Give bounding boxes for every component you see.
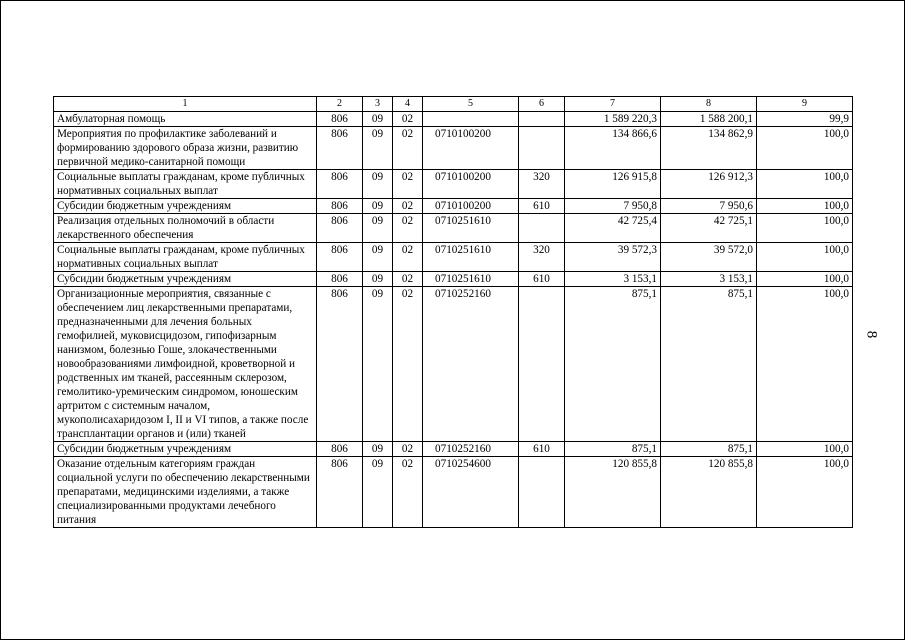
subsection-code: 02 — [393, 457, 423, 528]
target-article-code: 0710251610 — [423, 214, 519, 243]
section-code: 09 — [363, 112, 393, 127]
subsection-code: 02 — [393, 170, 423, 199]
planned-amount: 875,1 — [565, 442, 661, 457]
item-name: Амбулаторная помощь — [54, 112, 317, 127]
planned-amount: 3 153,1 — [565, 272, 661, 287]
ministry-code: 806 — [317, 457, 363, 528]
section-code: 09 — [363, 199, 393, 214]
ministry-code: 806 — [317, 442, 363, 457]
executed-amount: 3 153,1 — [661, 272, 757, 287]
target-article-code: 0710252160 — [423, 287, 519, 442]
item-name: Организационные мероприятия, связанные с обеспечением лиц лекарственными препаратами, предназначенными для лечения больных гемофилией, муковисцидозом, гипофизарным нанизмом, болезнью Гоше, злокачественными новообразованиями лимфоидной, кроветворной и родственных им тканей, рассеянным склерозом, гемолитико-уремическим синдромом, юношеским артритом с системным началом, мукополисахаридозом I, II и VI типов, а также после трансплантации органов и (или) тканей — [54, 287, 317, 442]
planned-amount: 42 725,4 — [565, 214, 661, 243]
item-name: Социальные выплаты гражданам, кроме публичных нормативных социальных выплат — [54, 170, 317, 199]
planned-amount: 1 589 220,3 — [565, 112, 661, 127]
ministry-code: 806 — [317, 112, 363, 127]
item-name: Субсидии бюджетным учреждениям — [54, 442, 317, 457]
ministry-code: 806 — [317, 199, 363, 214]
expense-type-code — [519, 214, 565, 243]
column-number: 8 — [661, 97, 757, 112]
execution-percent: 99,9 — [757, 112, 853, 127]
subsection-code: 02 — [393, 243, 423, 272]
table-row — [54, 199, 853, 214]
section-code: 09 — [363, 127, 393, 170]
target-article-code: 0710100200 — [423, 127, 519, 170]
column-number: 2 — [317, 97, 363, 112]
target-article-code: 0710100200 — [423, 170, 519, 199]
execution-percent: 100,0 — [757, 442, 853, 457]
ministry-code: 806 — [317, 127, 363, 170]
target-article-code — [423, 112, 519, 127]
item-name: Субсидии бюджетным учреждениям — [54, 272, 317, 287]
target-article-code: 0710100200 — [423, 199, 519, 214]
executed-amount: 7 950,6 — [661, 199, 757, 214]
section-code: 09 — [363, 442, 393, 457]
execution-percent: 100,0 — [757, 243, 853, 272]
table-row — [54, 287, 853, 442]
subsection-code: 02 — [393, 272, 423, 287]
expense-type-code: 320 — [519, 243, 565, 272]
subsection-code: 02 — [393, 214, 423, 243]
execution-percent: 100,0 — [757, 272, 853, 287]
expense-type-code — [519, 457, 565, 528]
ministry-code: 806 — [317, 272, 363, 287]
execution-percent: 100,0 — [757, 127, 853, 170]
planned-amount: 126 915,8 — [565, 170, 661, 199]
table-row — [54, 170, 853, 199]
execution-percent: 100,0 — [757, 214, 853, 243]
table-row — [54, 127, 853, 170]
item-name: Реализация отдельных полномочий в области лекарственного обеспечения — [54, 214, 317, 243]
target-article-code: 0710252160 — [423, 442, 519, 457]
page-number: 8 — [863, 330, 880, 339]
planned-amount: 120 855,8 — [565, 457, 661, 528]
expense-type-code — [519, 287, 565, 442]
column-number: 3 — [363, 97, 393, 112]
execution-percent: 100,0 — [757, 287, 853, 442]
column-number: 9 — [757, 97, 853, 112]
execution-percent: 100,0 — [757, 457, 853, 528]
column-number: 7 — [565, 97, 661, 112]
subsection-code: 02 — [393, 442, 423, 457]
subsection-code: 02 — [393, 112, 423, 127]
item-name: Мероприятия по профилактике заболеваний и формированию здорового образа жизни, развитию первичной медико-санитарной помощи — [54, 127, 317, 170]
executed-amount: 42 725,1 — [661, 214, 757, 243]
subsection-code: 02 — [393, 199, 423, 214]
table-row — [54, 243, 853, 272]
section-code: 09 — [363, 287, 393, 442]
column-number: 4 — [393, 97, 423, 112]
section-code: 09 — [363, 214, 393, 243]
section-code: 09 — [363, 272, 393, 287]
table-row — [54, 214, 853, 243]
target-article-code: 0710254600 — [423, 457, 519, 528]
ministry-code: 806 — [317, 243, 363, 272]
planned-amount: 134 866,6 — [565, 127, 661, 170]
executed-amount: 875,1 — [661, 442, 757, 457]
expense-type-code — [519, 127, 565, 170]
expense-type-code — [519, 112, 565, 127]
ministry-code: 806 — [317, 170, 363, 199]
column-number: 5 — [423, 97, 519, 112]
expense-type-code: 610 — [519, 442, 565, 457]
expense-type-code: 610 — [519, 199, 565, 214]
ministry-code: 806 — [317, 287, 363, 442]
expense-type-code: 320 — [519, 170, 565, 199]
column-number-row — [54, 97, 853, 112]
table-row — [54, 112, 853, 127]
expense-type-code: 610 — [519, 272, 565, 287]
target-article-code: 0710251610 — [423, 243, 519, 272]
planned-amount: 39 572,3 — [565, 243, 661, 272]
planned-amount: 7 950,8 — [565, 199, 661, 214]
item-name: Оказание отдельным категориям граждан социальной услуги по обеспечению лекарственными препаратами, медицинскими изделиями, а также специализированными продуктами лечебного питания — [54, 457, 317, 528]
section-code: 09 — [363, 457, 393, 528]
target-article-code: 0710251610 — [423, 272, 519, 287]
section-code: 09 — [363, 170, 393, 199]
executed-amount: 1 588 200,1 — [661, 112, 757, 127]
section-code: 09 — [363, 243, 393, 272]
execution-percent: 100,0 — [757, 199, 853, 214]
execution-percent: 100,0 — [757, 170, 853, 199]
table-row — [54, 272, 853, 287]
executed-amount: 126 912,3 — [661, 170, 757, 199]
executed-amount: 134 862,9 — [661, 127, 757, 170]
subsection-code: 02 — [393, 127, 423, 170]
executed-amount: 39 572,0 — [661, 243, 757, 272]
budget-table — [53, 96, 853, 528]
column-number: 6 — [519, 97, 565, 112]
executed-amount: 120 855,8 — [661, 457, 757, 528]
column-number: 1 — [54, 97, 317, 112]
table-row — [54, 457, 853, 528]
subsection-code: 02 — [393, 287, 423, 442]
planned-amount: 875,1 — [565, 287, 661, 442]
ministry-code: 806 — [317, 214, 363, 243]
item-name: Субсидии бюджетным учреждениям — [54, 199, 317, 214]
executed-amount: 875,1 — [661, 287, 757, 442]
table-row — [54, 442, 853, 457]
item-name: Социальные выплаты гражданам, кроме публичных нормативных социальных выплат — [54, 243, 317, 272]
